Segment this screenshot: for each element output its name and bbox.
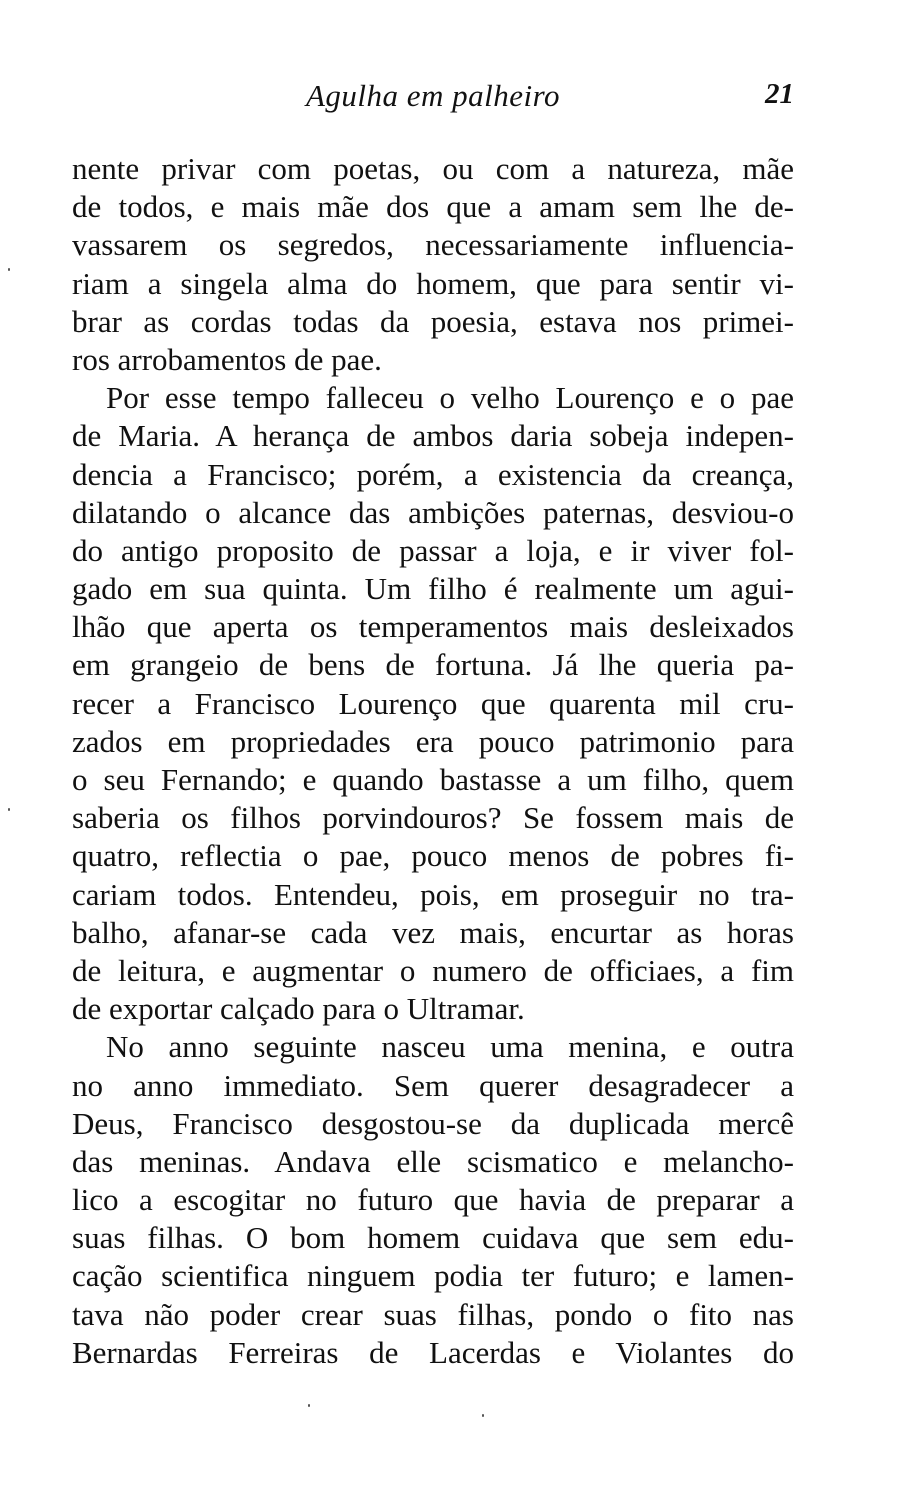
text-line: suas filhas. O bom homem cuidava que sem edu- — [72, 1220, 794, 1256]
text-line: em grangeio de bens de fortuna. Já lhe queria pa- — [72, 647, 794, 683]
text-line: cariam todos. Entendeu, pois, em proseguir no tra- — [72, 876, 794, 912]
text-line: de exportar calçado para o Ultramar. — [72, 991, 525, 1027]
body-text — [72, 150, 794, 1372]
text-line: o seu Fernando; e quando bastasse a um filho, quem — [72, 762, 794, 797]
text-line: ros arrobamentos de pae. — [72, 341, 382, 377]
text-line: nente privar com poetas, ou com a natureza, mãe — [72, 151, 794, 186]
text-line: do antigo proposito de passar a loja, e ir viver fol- — [72, 532, 794, 568]
scan-speck — [8, 268, 10, 271]
paragraph-2 — [72, 379, 794, 1028]
text-line: brar as cordas todas da poesia, estava nos primei- — [72, 303, 794, 339]
text-line: recer a Francisco Lourenço que quarenta mil cru- — [72, 685, 794, 721]
scan-speck — [308, 1404, 310, 1407]
text-line: vassarem os segredos, necessariamente influencia- — [72, 227, 794, 263]
text-line: das meninas. Andava elle scismatico e melancho- — [72, 1143, 794, 1179]
text-line: Por esse tempo falleceu o velho Lourenço e o pae — [106, 380, 794, 416]
running-title: Agulha em palheiro — [305, 78, 561, 113]
text-line: quatro, reflectia o pae, pouco menos de pobres fi- — [72, 838, 794, 874]
text-line: lico a escogitar no futuro que havia de preparar a — [72, 1182, 794, 1218]
text-line: gado em sua quinta. Um filho é realmente um agui- — [72, 571, 794, 607]
text-line: Deus, Francisco desgostou-se da duplicada mercê — [72, 1105, 794, 1141]
text-line: No anno seguinte nasceu uma menina, e outra — [106, 1029, 794, 1065]
page-number: 21 — [765, 78, 794, 110]
text-line: lhão que aperta os temperamentos mais desleixados — [72, 609, 794, 645]
text-line: cação scientifica ninguem podia ter futuro; e lamen- — [72, 1258, 794, 1294]
running-header — [72, 78, 794, 122]
text-line: zados em propriedades era pouco patrimonio para — [72, 723, 794, 759]
paragraph-3 — [72, 1028, 794, 1372]
text-line: Bernardas Ferreiras de Lacerdas e Violantes do — [72, 1334, 794, 1370]
text-line: de Maria. A herança de ambos daria sobeja indepen- — [72, 418, 794, 454]
text-line: no anno immediato. Sem querer desagradecer a — [72, 1067, 794, 1103]
text-line: dencia a Francisco; porém, a existencia da creança, — [72, 456, 794, 492]
text-line: tava não poder crear suas filhas, pondo o fito nas — [72, 1296, 794, 1332]
paragraph-1 — [72, 150, 794, 379]
text-line: dilatando o alcance das ambições paternas, desviou-o — [72, 494, 794, 530]
text-line: riam a singela alma do homem, que para sentir vi- — [72, 265, 794, 301]
text-line: de todos, e mais mãe dos que a amam sem lhe de- — [72, 189, 794, 225]
text-line: de leitura, e augmentar o numero de officiaes, a fim — [72, 952, 794, 988]
scan-speck — [482, 1414, 484, 1417]
text-line: saberia os filhos porvindouros? Se fossem mais de — [72, 800, 794, 836]
scan-speck — [8, 808, 10, 811]
text-line: balho, afanar-se cada vez mais, encurtar as horas — [72, 914, 794, 950]
